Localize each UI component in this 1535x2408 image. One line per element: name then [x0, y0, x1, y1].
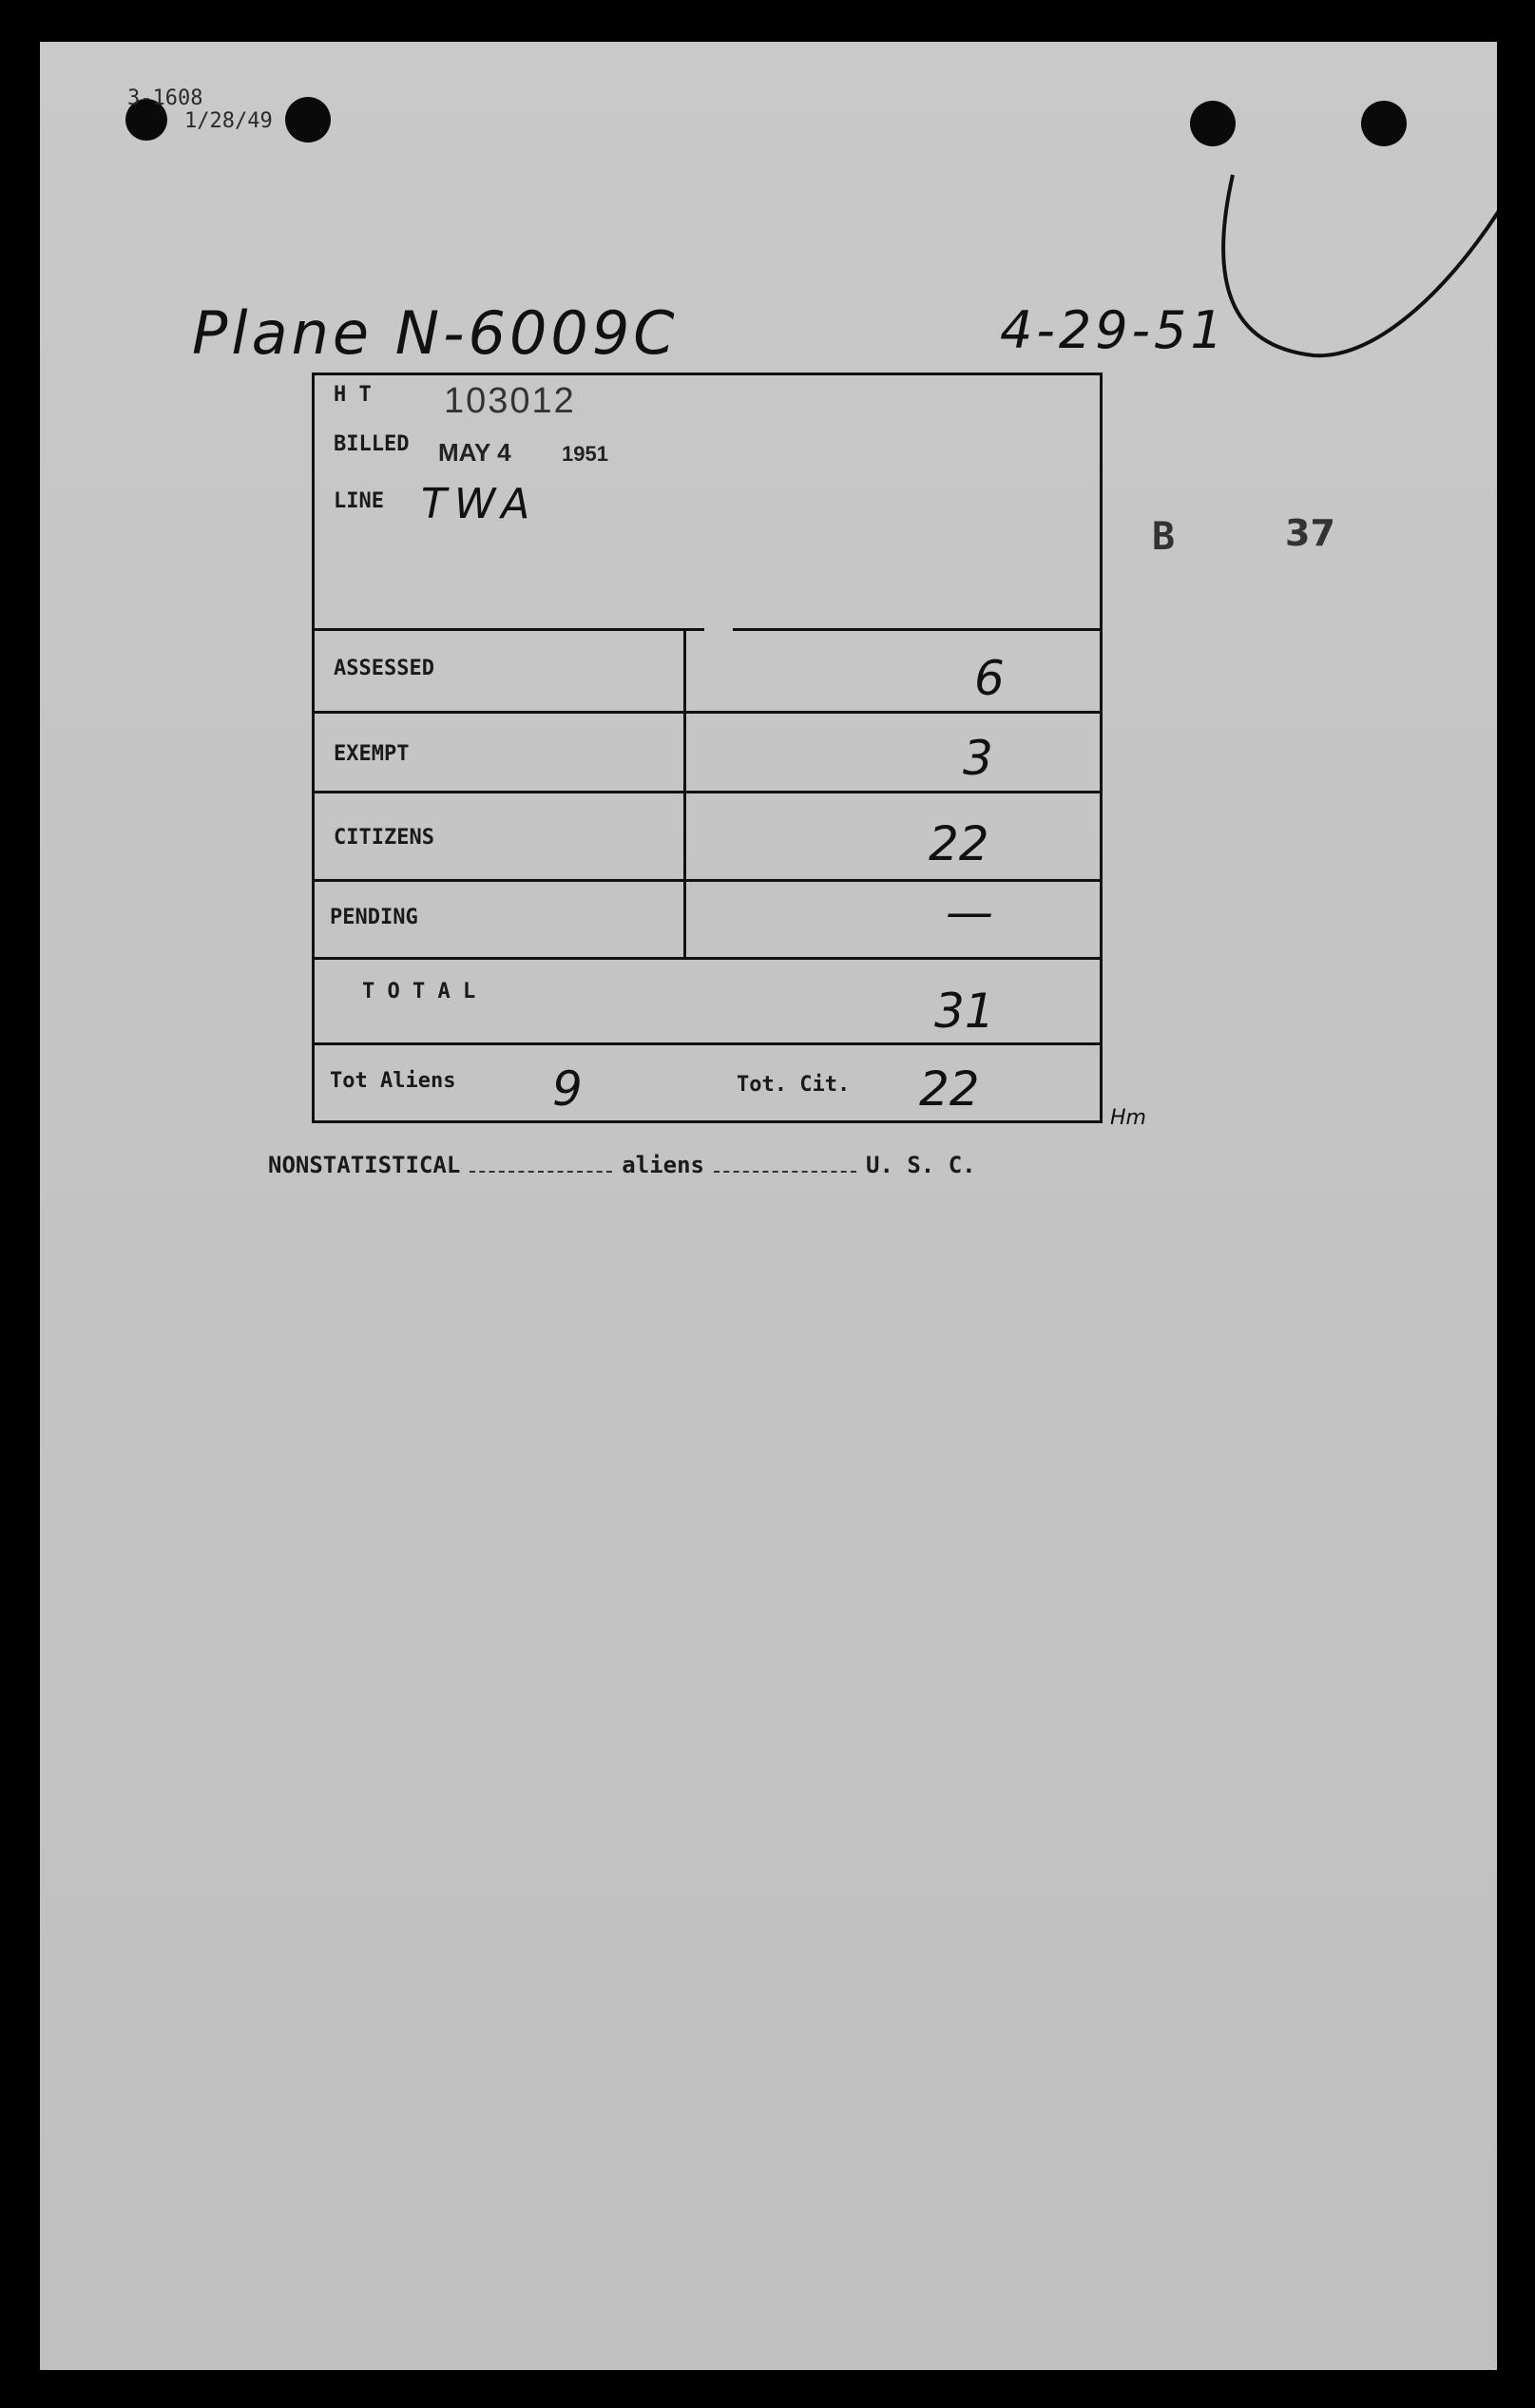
- billed-label: BILLED: [334, 432, 410, 456]
- handwritten-date: 4-29-51: [1000, 300, 1227, 360]
- row-divider: [315, 879, 1100, 882]
- form-number-code: 3-1608: [127, 86, 203, 110]
- tot-aliens-value: 9: [552, 1061, 583, 1117]
- pending-label: PENDING: [330, 906, 418, 929]
- tot-cit-value: 22: [919, 1061, 980, 1117]
- blank-line: [714, 1171, 856, 1173]
- row-divider: [315, 791, 1100, 793]
- exempt-value: 3: [963, 731, 993, 786]
- row-divider: [315, 957, 1100, 960]
- staple-mark: [1190, 146, 1497, 393]
- nonstatistical-line: [268, 1152, 976, 1178]
- total-value: 31: [934, 984, 995, 1039]
- total-label: T O T A L: [362, 980, 476, 1003]
- exempt-label: EXEMPT: [334, 742, 410, 766]
- form-number: [127, 87, 273, 133]
- pending-value: —: [946, 885, 993, 940]
- punch-hole: [1190, 101, 1236, 146]
- initials: Hm: [1110, 1106, 1146, 1130]
- stamp-prefix: B: [1152, 515, 1176, 559]
- citizens-label: CITIZENS: [334, 826, 434, 850]
- divider: [315, 628, 704, 631]
- tot-aliens-label: Tot Aliens: [330, 1069, 456, 1093]
- usc-label: U. S. C.: [866, 1152, 976, 1178]
- punch-hole: [285, 97, 331, 143]
- stamp-number: 37: [1285, 512, 1335, 554]
- tot-cit-label: Tot. Cit.: [737, 1073, 851, 1097]
- ht-label: H T: [334, 383, 372, 407]
- assessed-value: 6: [974, 651, 1005, 706]
- form-number-date: 1/28/49: [184, 109, 273, 133]
- line-value: TWA: [421, 480, 538, 528]
- row-divider: [315, 1042, 1100, 1045]
- billed-date: MAY 4: [438, 438, 511, 467]
- nonstatistical-label: NONSTATISTICAL: [268, 1152, 461, 1178]
- aliens-label: aliens: [622, 1152, 704, 1178]
- tally-form: [312, 373, 1103, 1123]
- assessed-label: ASSESSED: [334, 657, 434, 680]
- ht-number: 103012: [444, 381, 576, 421]
- citizens-value: 22: [929, 816, 989, 871]
- divider: [733, 628, 1100, 631]
- billed-year: 1951: [562, 442, 608, 466]
- plane-number: Plane N-6009C: [192, 298, 679, 368]
- row-divider: [315, 711, 1100, 714]
- document-page: [40, 42, 1497, 2370]
- blank-line: [470, 1171, 612, 1173]
- line-label: LINE: [334, 489, 384, 513]
- punch-hole: [1361, 101, 1407, 146]
